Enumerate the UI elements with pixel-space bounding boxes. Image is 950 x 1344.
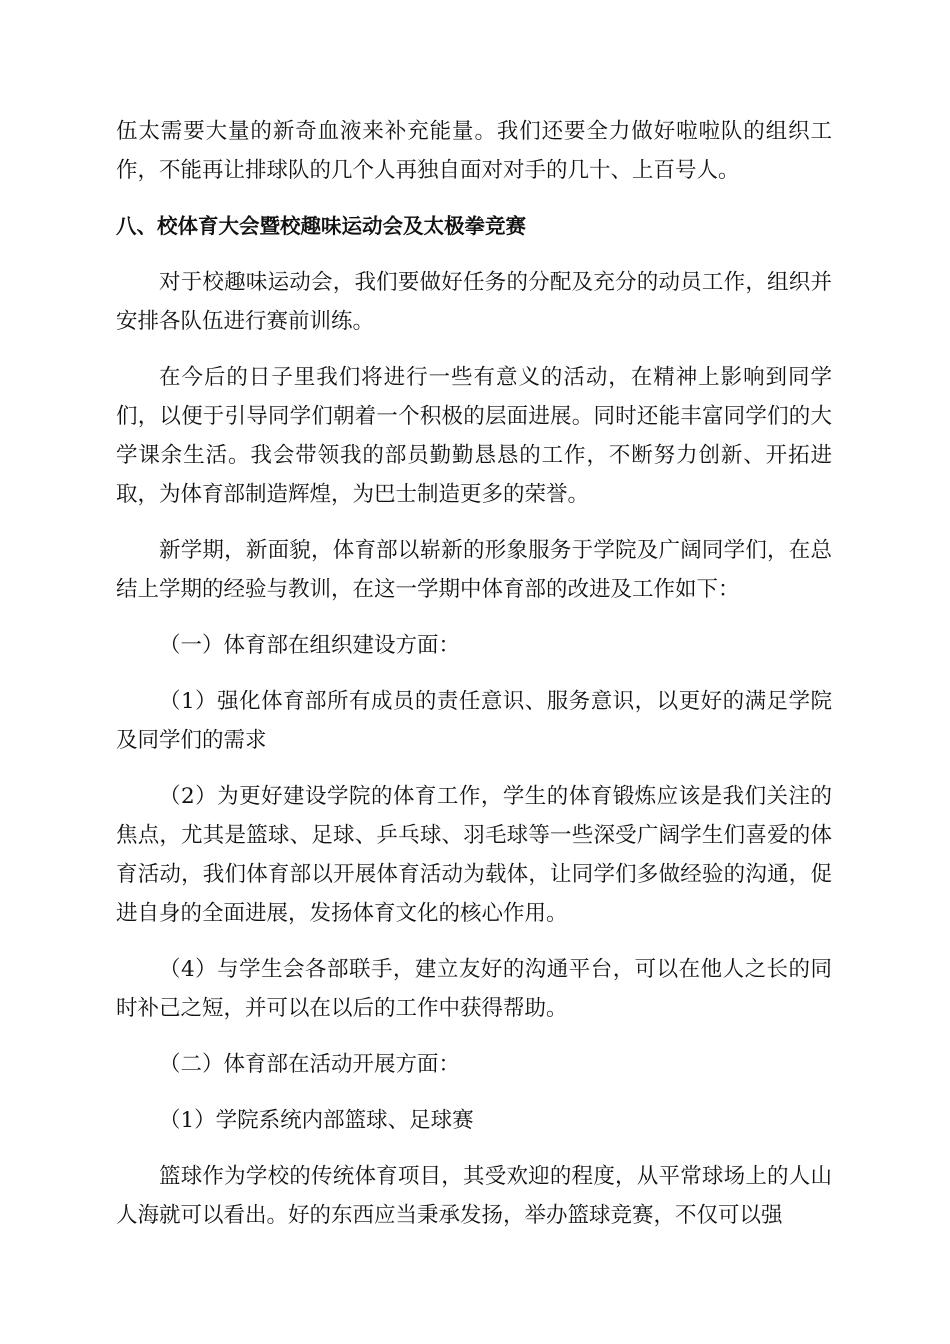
list-item-activity-1: （1）学院系统内部篮球、足球赛 — [159, 1108, 474, 1133]
paragraph-future-plans: 在今后的日子里我们将进行一些有意义的活动，在精神上影响到同学们，以便于引导同学们朝着一个积极的层面进展。同时还能丰富同学们的大学课余生活。我会带领我的部员勤勤恳恳的工作，不断努力创新、开拓进取，为体育部制造辉煌，为巴士制造更多的荣誉。 — [116, 365, 832, 507]
continuation-paragraph: 伍太需要大量的新奇血液来补充能量。我们还要全力做好啦啦队的组织工作，不能再让排球队的几个人再独自面对对手的几十、上百号人。 — [116, 119, 832, 183]
paragraph-new-term: 新学期，新面貌，体育部以崭新的形象服务于学院及广阔同学们，在总结上学期的经验与教训，在这一学期中体育部的改进及工作如下： — [116, 538, 832, 602]
list-item-org-2: （2）为更好建设学院的体育工作，学生的体育锻炼应该是我们关注的焦点，尤其是篮球、足球、乒乓球、羽毛球等一些深受广阔学生们喜爱的体育活动，我们体育部以开展体育活动为载体，让同学们多做经验的沟通，促进自身的全面进展，发扬体育文化的核心作用。 — [116, 784, 832, 926]
list-item-org-4: （4）与学生会各部联手，建立友好的沟通平台，可以在他人之长的同时补己之短，并可以在以后的工作中获得帮助。 — [116, 957, 832, 1021]
subheading-activities: （二）体育部在活动开展方面： — [159, 1052, 461, 1077]
paragraph-fun-games: 对于校趣味运动会，我们要做好任务的分配及充分的动员工作，组织并安排各队伍进行赛前训练。 — [116, 270, 832, 334]
paragraph-basketball: 篮球作为学校的传统体育项目，其受欢迎的程度，从平常球场上的人山人海就可以看出。好的东西应当秉承发扬，举办篮球竞赛，不仅可以强 — [116, 1164, 832, 1228]
section-heading: 八、校体育大会暨校趣味运动会及太极拳竞赛 — [116, 214, 526, 238]
list-item-org-1: （1）强化体育部所有成员的责任意识、服务意识，以更好的满足学院及同学们的需求 — [116, 689, 832, 753]
document-body — [116, 112, 832, 1235]
subheading-organization: （一）体育部在组织建设方面： — [159, 633, 461, 658]
